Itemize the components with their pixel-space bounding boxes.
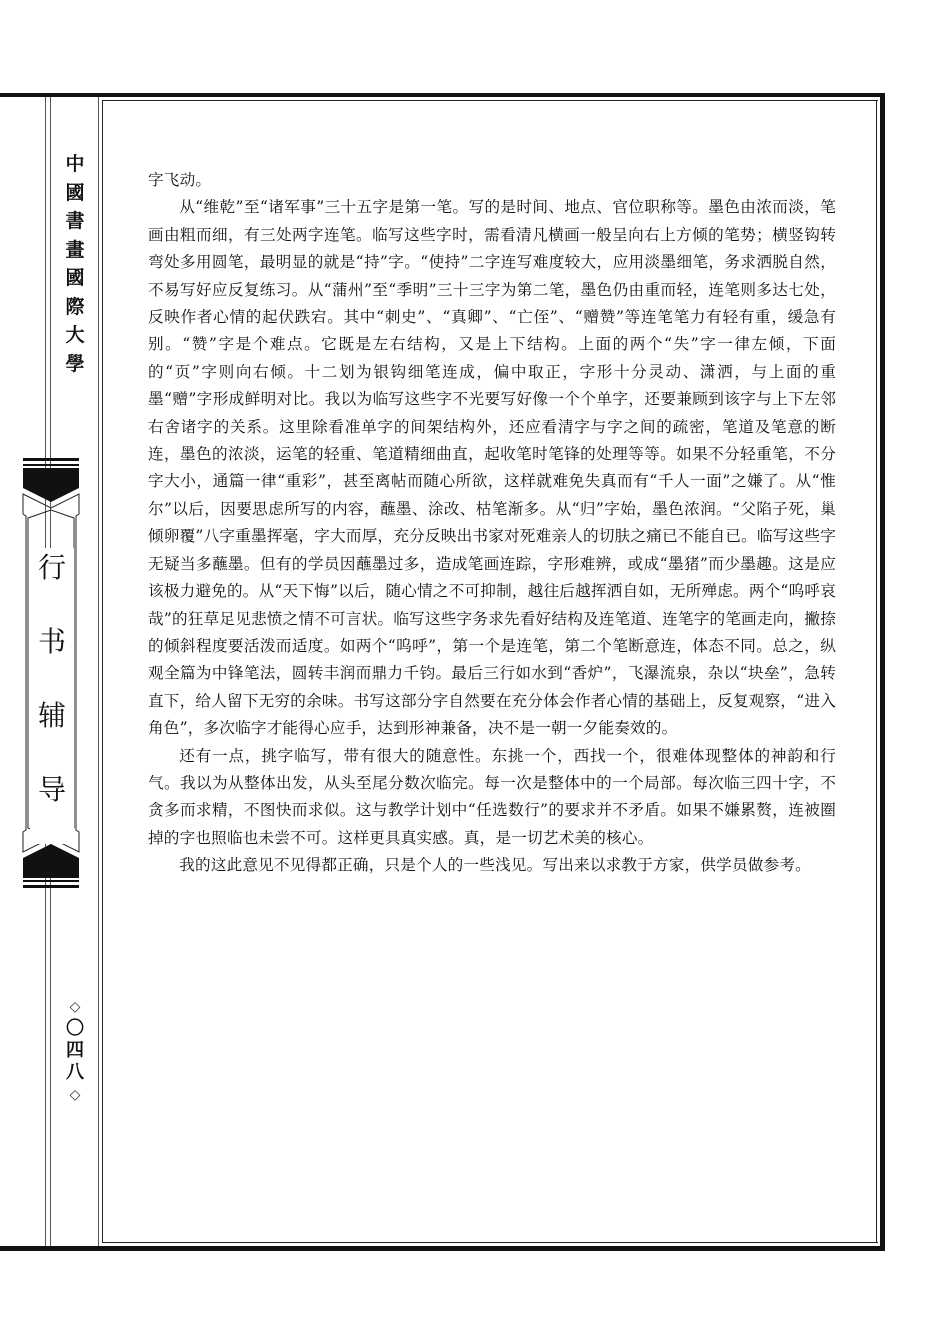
university-title-char: 大 bbox=[65, 324, 85, 346]
bracket-bar-top-outer bbox=[23, 458, 79, 461]
frame-inner-left-line bbox=[102, 100, 103, 1243]
university-title-char: 書 bbox=[65, 210, 85, 232]
university-title-char: 國 bbox=[65, 267, 85, 289]
diamond-ornament-bottom: ◇ bbox=[69, 1087, 81, 1103]
university-title-char: 學 bbox=[65, 352, 85, 375]
university-title-char: 畫 bbox=[65, 238, 85, 261]
frame-top-border bbox=[0, 93, 884, 97]
frame-inner-top-line bbox=[102, 100, 878, 101]
page-number-digit: 四 bbox=[66, 1040, 84, 1061]
paragraph: 还有一点，挑字临写，带有很大的随意性。东挑一个，西找一个，很难体现整体的神韵和行气。我以为从整体出发，从头至尾分数次临完。每一次是整体中的一个局部。每次临三四十字，不贪多而求精，不图快而求似。这与教学计划中“任选数行”的要求并不矛盾。如果不嫌累赘，连被圈掉的字也照临也未尝不可。这样更具真实感。真，是一切艺术美的核心。 bbox=[148, 746, 836, 847]
section-title bbox=[30, 548, 74, 844]
page-number-digit: 〇 bbox=[66, 1018, 84, 1039]
sidebar-line-inner bbox=[98, 97, 99, 1246]
frame-inner-right-line bbox=[876, 100, 877, 1243]
university-title bbox=[60, 150, 90, 378]
bracket-bar-bottom-inner bbox=[23, 880, 79, 882]
section-title-char: 书 bbox=[37, 625, 66, 658]
frame-inner-bottom-line bbox=[102, 1242, 878, 1243]
university-title-char: 中 bbox=[65, 153, 85, 175]
paragraph: 我的这此意见不见得都正确，只是个人的一些浅见。写出来以求教于方家，供学员做参考。 bbox=[179, 856, 811, 875]
section-title-char: 导 bbox=[37, 773, 66, 806]
body-text bbox=[148, 167, 836, 880]
paragraph: 字飞动。 bbox=[148, 171, 212, 189]
frame-right-border bbox=[880, 93, 885, 1251]
paragraph: 从“维乾”至“诸军事”三十五字是第一笔。写的是时间、地点、官位职称等。墨色由浓而淡，笔画由粗而细，有三处两字连笔。临写这些字时，需看清凡横画一般呈向右上方倾的笔势；横竖钩转弯处多用圆笔，最明显的就是“持”字。“使持”二字连写难度较大，应用淡墨细笔，务求洒脱自然，不易写好应反复练习。从“蒲州”至“季明”三十三字为第二笔，墨色仍由重而轻，连笔则多达七处，反映作者心情的起伏跌宕。其中“刺史”、“真卿”、“亡侄”、“赠赞”等连笔笔力有轻有重，缓急有别。“赞”字是个难点。它既是左右结构，又是上下结构。上面的两个“失”字一律左倾，下面的“页”字则向右倾。十二划为银钩细笔连成，偏中取正，字形十分灵动、潇洒，与上面的重墨“赠”字形成鲜明对比。我以为临写这些字不光要写好像一个个单字，还要兼顾到该字与上下左邻右舍诸字的关系。这里除看准单字的间架结构外，还应看清字与字之间的疏密，笔道及笔意的断连，墨色的浓淡，运笔的轻重、笔道精细曲直，起收笔时笔锋的处理等等。如果不分轻重笔，不分字大小，通篇一律“重彩”，甚至离帖而随心所欲，这样就难免失真而有“千人一面”之嫌了。从“惟尔”以后，因要思虑所写的内容，蘸墨、涂改、枯笔渐多。从“归”字始，墨色浓润。“父陷子死，巢倾卵覆”八字重墨挥毫，字大而厚，充分反映出书家对死难亲人的切肤之痛已不能自已。临写这些字无疑当多蘸墨。但有的学员因蘸墨过多，造成笔画连踪，字形难辨，或成“墨猪”而少墨趣。这是应该极力避免的。从“天下悔”以后，随心情之不可抑制，越往后越挥洒自如，无所殚虑。两个“呜呼哀哉”的狂草足见悲愤之情不可言状。临写这些字务求先看好结构及连笔道、连笔字的笔画走向，撇捺的倾斜程度要活泼而适度。如两个“呜呼”，第一个是连笔，第二个笔断意连，体态不同。总之，纵观全篇为中锋笔法，圆转丰润而鼎力千钧。最后三行如水到“香炉”，飞瀑流泉，杂以“块垒”，急转直下，给人留下无穷的余味。书写这部分字自然要在充分体会作者心情的基础上，反复观察，“进入角色”，多次临字才能得心应手，达到形神兼备，决不是一朝一夕能奏效的。 bbox=[148, 198, 836, 738]
university-title-char: 際 bbox=[65, 295, 85, 318]
bracket-bar-bottom-outer bbox=[23, 885, 79, 888]
section-title-char: 行 bbox=[37, 551, 66, 584]
university-title-char: 國 bbox=[65, 181, 85, 204]
page-number bbox=[60, 996, 90, 1106]
page-number-digit: 八 bbox=[66, 1062, 84, 1083]
diamond-ornament-top: ◇ bbox=[69, 999, 81, 1015]
frame-bottom-border bbox=[0, 1246, 885, 1251]
section-title-char: 辅 bbox=[37, 699, 66, 732]
